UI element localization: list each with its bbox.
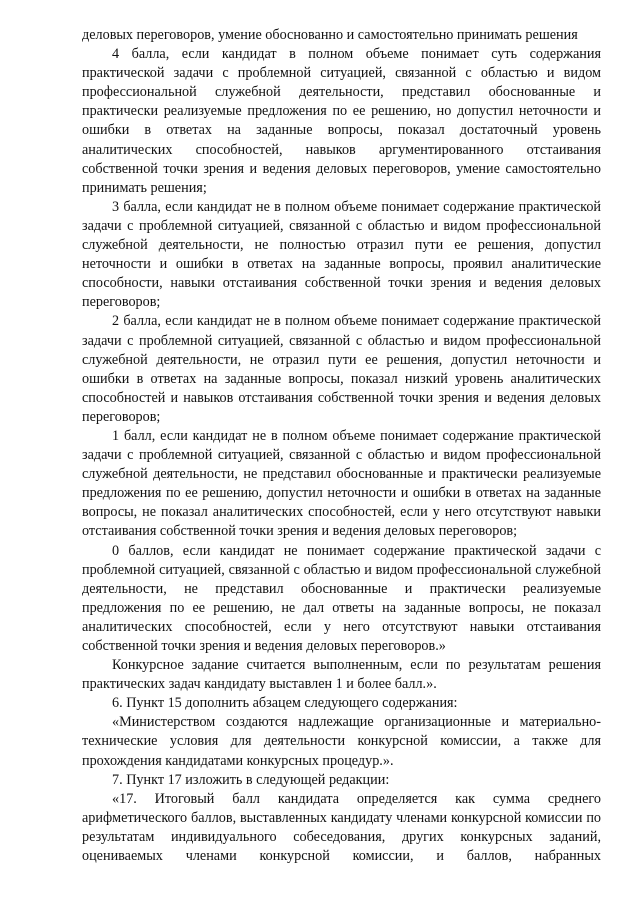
document-page — [82, 26, 601, 866]
paragraph-2: 3 балла, если кандидат не в полном объеме понимает содержание практической задачи с проблемной ситуацией, связанной с областью и видом профессиональной служебной деятельности, не полностью отразил пути ее решения, допустил неточности и ошибки в ответах на заданные вопросы, проявил аналитические способности, навыки отстаивания собственной точки зрения и ведения деловых переговоров; — [82, 198, 601, 311]
paragraph-1: 4 балла, если кандидат в полном объеме понимает суть содержания практической задачи с проблемной ситуацией, связанной с областью и видом профессиональной служебной деятельности, представил обоснованные и практически реализуемые предложения по ее решению, но допустил неточности и ошибки в ответах на заданные вопросы, показал достаточный уровень аналитических способностей, навыков аргументированного отстаивания собственной точки зрения и ведения деловых переговоров, умение самостоятельно принимать решения; — [82, 46, 601, 196]
paragraph-3: 2 балла, если кандидат не в полном объеме понимает содержание практической задачи с проблемной ситуацией, связанной с областью и видом профессиональной служебной деятельности, не отразил пути ее решения, допустил неточности и ошибки в ответах на заданные вопросы, показал низкий уровень аналитических способностей и навыков отстаивания собственной точки зрения и ведения деловых переговоров; — [82, 313, 601, 425]
paragraph-5: 0 баллов, если кандидат не понимает содержание практической задачи с проблемной ситуацией, связанной с областью и видом профессиональной служебной деятельности, не представил обоснованные и практически реализуемые предложения по ее решению, не дал ответы на заданные вопросы, не показал аналитических способностей, если у него отсутствуют навыки отстаивания собственной точки зрения и ведения деловых переговоров.» — [82, 542, 601, 654]
paragraph-0: деловых переговоров, умение обоснованно и самостоятельно принимать решения — [82, 27, 578, 43]
paragraph-4: 1 балл, если кандидат не в полном объеме понимает содержание практической задачи с проблемной ситуацией, связанной с областью и видом профессиональной служебной деятельности, не представил обоснованные и практически реализуемые предложения по ее решению, допустил неточности и ошибки в ответах на заданные вопросы, не показал аналитических способностей, если у него отсутствуют навыки отстаивания собственной точки зрения и ведения деловых переговоров; — [82, 427, 601, 540]
paragraph-6: Конкурсное задание считается выполненным, если по результатам решения практических задач кандидату выставлен 1 и более балл.». — [82, 657, 601, 693]
paragraph-8: «Министерством создаются надлежащие организационные и материально-технические условия для деятельности конкурсной комиссии, а также для прохождения кандидатами конкурсных процедур.». — [82, 714, 601, 769]
paragraph-9: 7. Пункт 17 изложить в следующей редакции: — [112, 771, 390, 788]
paragraph-10: «17. Итоговый балл кандидата определяется как сумма среднего арифметического баллов, выставленных кандидату членами конкурсной комиссии по результатам индивидуального собеседования, других конкурсных заданий, оцениваемых членами конкурсной комиссии, и баллов, набранных — [82, 790, 601, 865]
paragraph-7: 6. Пункт 15 дополнить абзацем следующего содержания: — [112, 695, 458, 712]
